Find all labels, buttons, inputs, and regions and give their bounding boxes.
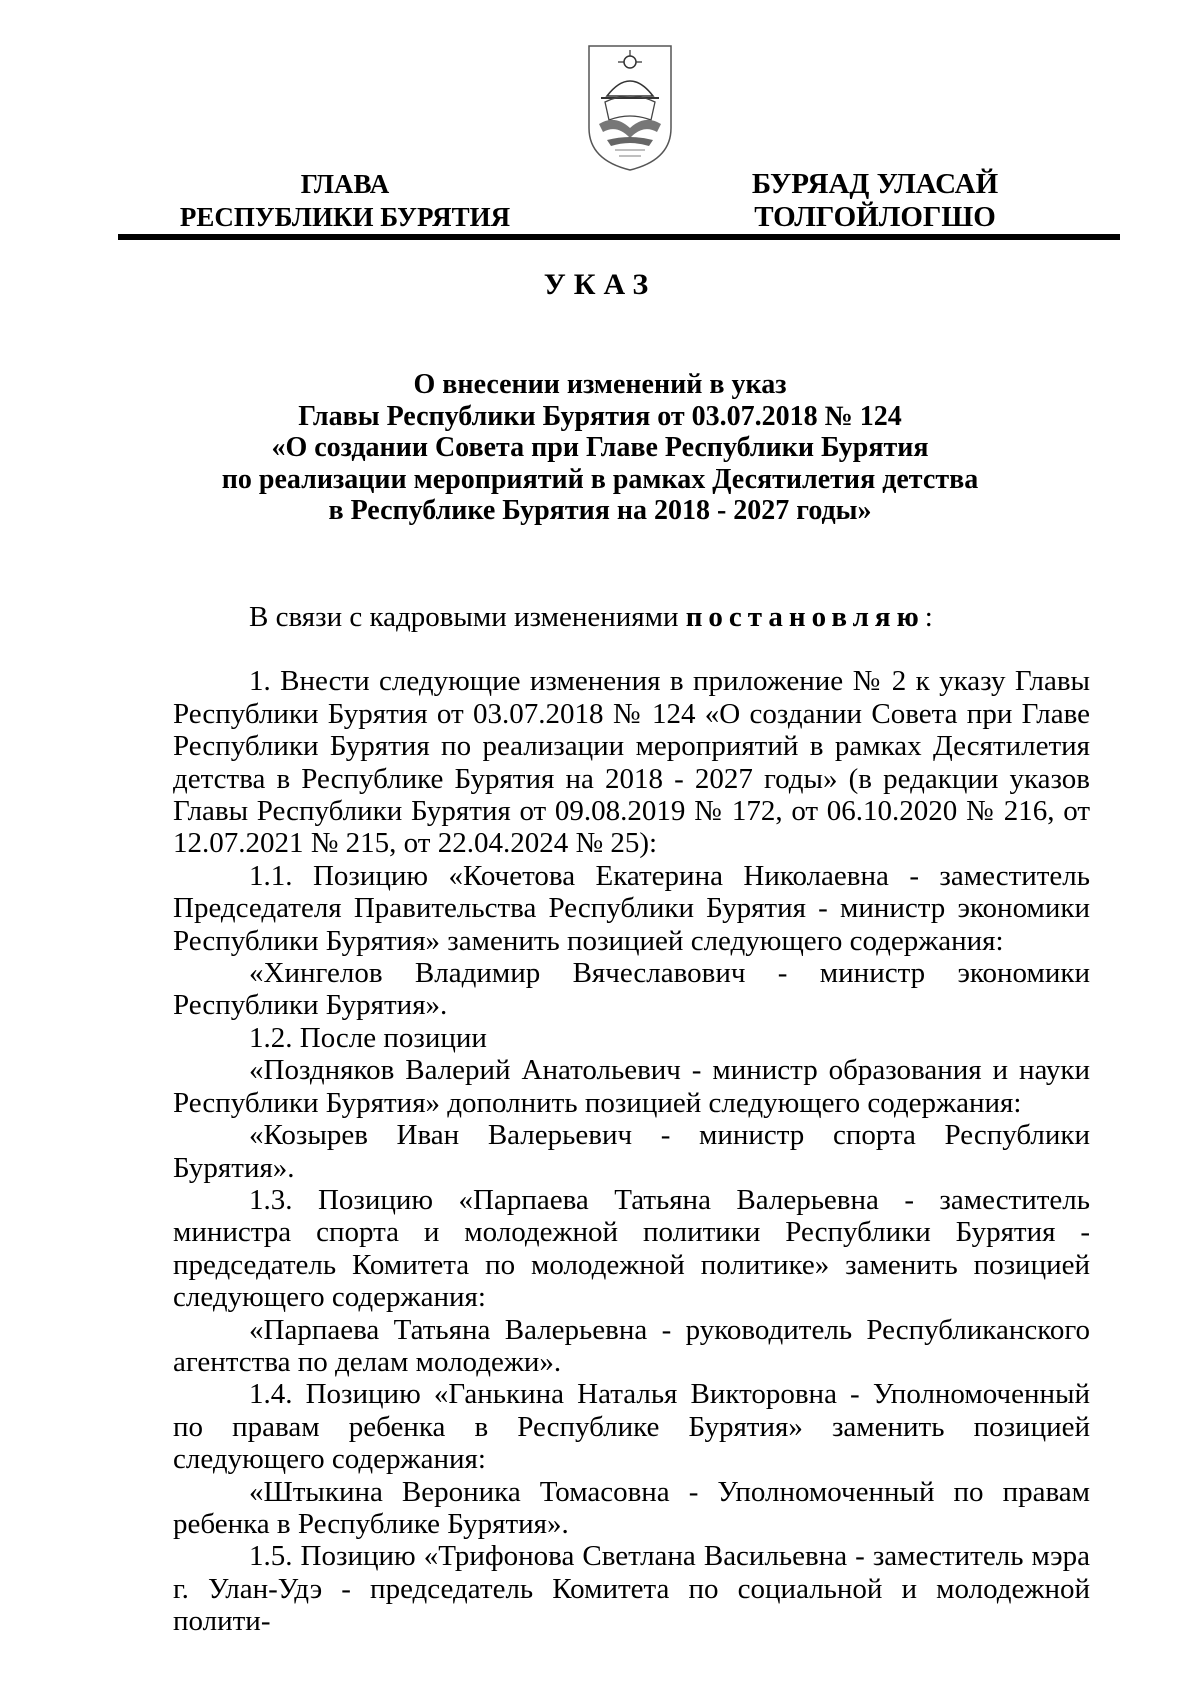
paragraph-1-5: 1.5. Позицию «Трифонова Светлана Васильевна - заместитель мэра г. Улан-Удэ - председатель Комитета по социальной и молодежной полити-: [173, 1540, 1090, 1638]
coat-of-arms-emblem: [585, 42, 675, 174]
title-line-4: по реализации мероприятий в рамках Десятилетия детства: [221, 463, 979, 495]
title-line-3: «О создании Совета при Главе Республики Бурятия: [271, 432, 929, 463]
header-divider: [118, 234, 1120, 240]
title-line-1: О внесении изменений в указ: [413, 369, 787, 400]
issuer-header-buryat: [730, 168, 1020, 234]
paragraph-1-2: 1.2. После позиции: [249, 1021, 487, 1054]
paragraph-1-1-new-position: «Хингелов Владимир Вячеславович - министр экономики Республики Бурятия».: [173, 957, 1090, 1022]
issuer-header-line-2: РЕСПУБЛИКИ БУРЯТИЯ: [179, 202, 511, 232]
paragraph-1-3: 1.3. Позицию «Парпаева Татьяна Валерьевна - заместитель министра спорта и молодежной политики Республики Бурятия - председатель Комитета по молодежной политике» заменить позицией следующего содержания:: [173, 1183, 1090, 1314]
decree-verb: постановляю: [685, 601, 925, 633]
preamble-colon: :: [924, 601, 933, 633]
issuer-header-line-1: ГЛАВА: [300, 169, 390, 199]
paragraph-1-4: 1.4. Позицию «Ганькина Наталья Викторовна - Уполномоченный по правам ребенка в Республике Бурятия» заменить позицией следующего содержания:: [173, 1378, 1090, 1476]
title-line-2: Главы Республики Бурятия от 03.07.2018 № 124: [298, 400, 902, 432]
paragraph-1-2-after-position: «Поздняков Валерий Анатольевич - министр образования и науки Республики Бурятия» дополнить позицией следующего содержания:: [173, 1054, 1090, 1119]
document-type: УКАЗ: [543, 268, 657, 301]
issuer-header-buryat-line-1: БУРЯАД УЛАСАЙ: [751, 168, 999, 200]
paragraph-1-2-new-position: «Козырев Иван Валерьевич - министр спорта Республики Бурятия».: [173, 1119, 1090, 1184]
paragraph-1-1: 1.1. Позицию «Кочетова Екатерина Николаевна - заместитель Председателя Правительства Республики Бурятия - министр экономики Республики Бурятия» заменить позицией следующего содержания:: [173, 859, 1090, 957]
issuer-header-russian: [150, 168, 540, 234]
document-body: [173, 601, 1090, 1638]
paragraph-1: 1. Внести следующие изменения в приложение № 2 к указу Главы Республики Бурятия от 03.07.2018 № 124 «О создании Совета при Главе Республики Бурятия по реализации мероприятий в рамках Десятилетия детства в Республике Бурятия на 2018 - 2027 годы» (в редакции указов Главы Республики Бурятия от 09.08.2019 № 172, от 06.10.2020 № 216, от 12.07.2021 № 215, от 22.04.2024 № 25):: [173, 665, 1090, 860]
paragraph-1-4-new-position: «Штыкина Вероника Томасовна - Уполномоченный по правам ребенка в Республике Бурятия».: [173, 1475, 1090, 1540]
preamble-paragraph: [173, 601, 1090, 633]
title-line-5: в Республике Бурятия на 2018 - 2027 годы»: [328, 495, 872, 526]
issuer-header-buryat-line-2: ТОЛГОЙЛОГШО: [754, 201, 996, 233]
paragraph-1-3-new-position: «Парпаева Татьяна Валерьевна - руководитель Республиканского агентства по делам молодежи».: [173, 1313, 1090, 1378]
preamble-text: В связи с кадровыми изменениями: [249, 601, 686, 633]
document-title: [150, 369, 1050, 527]
